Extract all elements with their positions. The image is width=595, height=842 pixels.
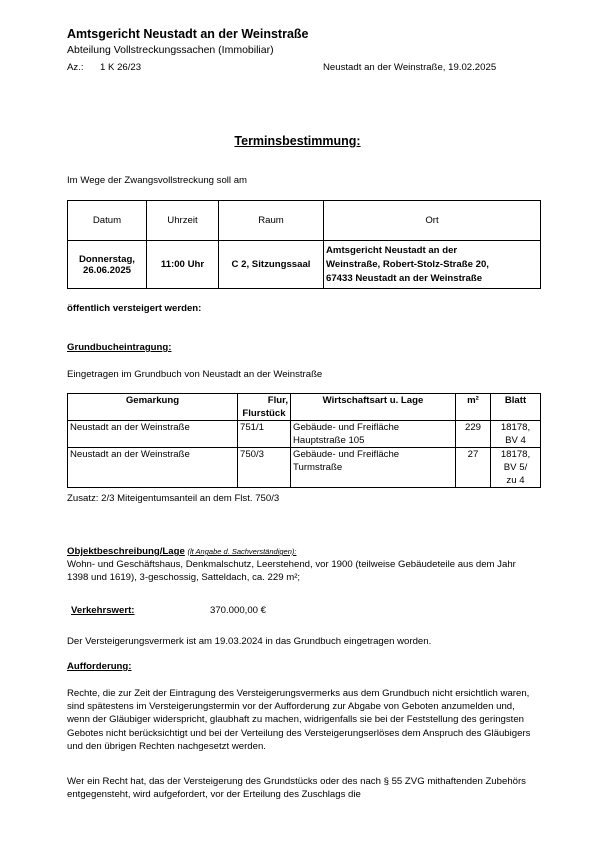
- row-gemarkung: Neustadt an der Weinstraße: [68, 448, 238, 488]
- auction-text: öffentlich versteigert werden:: [67, 303, 202, 314]
- blatt-line1: 18178,: [500, 422, 531, 433]
- page-title: Terminsbestimmung:: [234, 134, 361, 148]
- place-date: Neustadt an der Weinstraße, 19.02.2025: [323, 62, 497, 73]
- az-value: 1 K 26/23: [100, 62, 142, 73]
- header-m2: m²: [456, 394, 491, 421]
- place-line2: Weinstraße, Robert-Stolz-Straße 20,: [326, 258, 489, 270]
- row-flur: 751/1: [238, 421, 291, 448]
- objekt-text: Wohn- und Geschäftshaus, Denkmalschutz, Leerstehend, vor 1900 (teilweise Gebäudeteile aus dem Jahr 1398 und 1619), 3-geschossig, Satteldach, ca. 229 m²;: [67, 559, 516, 584]
- court-name: Amtsgericht Neustadt an der Weinstraße: [67, 27, 309, 41]
- objekt-heading-line: [67, 546, 296, 557]
- verkehrswert-value: 370.000,00 €: [210, 605, 267, 616]
- appointment-place: [324, 241, 541, 289]
- header-uhrzeit: Uhrzeit: [147, 201, 219, 241]
- row-flur: 750/3: [238, 448, 291, 488]
- row-blatt: [491, 421, 541, 448]
- art-line2: Hauptstraße 105: [293, 435, 365, 446]
- row-art: [291, 421, 456, 448]
- place-line3: 67433 Neustadt an der Weinstraße: [326, 272, 483, 284]
- art-line1: Gebäude- und Freifläche: [293, 422, 400, 433]
- appointment-row: [68, 241, 541, 289]
- row-m2: 229: [456, 421, 491, 448]
- grundbuch-note: Zusatz: 2/3 Miteigentumsanteil an dem Flst. 750/3: [67, 493, 280, 504]
- art-line2: Turmstraße: [293, 462, 343, 473]
- header-datum: Datum: [68, 201, 147, 241]
- grundbuch-heading: Grundbucheintragung:: [67, 342, 172, 353]
- blatt-line1: 18178,: [500, 449, 531, 460]
- objekt-heading-note: (lt Angabe d. Sachverständigen):: [187, 547, 297, 556]
- aufforderung-para1: Rechte, die zur Zeit der Eintragung des Versteigerungsvermerks aus dem Grundbuch nicht ersichtlich waren, sind spätestens im Versteigerungstermin vor der Aufforderung zur Abgabe von Geboten anzumelden und, wenn der Gläubiger widerspricht, glaubhaft zu machen, widrigenfalls sie bei der Feststellung des geringsten Gebotes nicht berücksichtigt und bei der Verteilung des Versteigerungserlöses dem Anspruch des Gläubigers und den übrigen Rechten nachgesetzt werden.: [67, 688, 531, 752]
- appointment-time: 11:00 Uhr: [147, 241, 219, 289]
- date-line2: 26.06.2025: [82, 264, 131, 276]
- header-blatt: Blatt: [491, 394, 541, 421]
- blatt-line3: zu 4: [506, 475, 525, 486]
- department: Abteilung Vollstreckungssachen (Immobiliar): [67, 44, 274, 56]
- grundbuch-table: [67, 393, 541, 488]
- grundbuch-header-row: [68, 394, 541, 421]
- objekt-heading: Objektbeschreibung/Lage: [67, 546, 185, 557]
- blatt-line2: BV 4: [505, 435, 526, 446]
- flur-line2: Flurstück: [242, 408, 286, 419]
- row-m2: 27: [456, 448, 491, 488]
- header-gemarkung: Gemarkung: [68, 394, 238, 421]
- aufforderung-para2: Wer ein Recht hat, das der Versteigerung des Grundstücks oder des nach § 55 ZVG mithaftenden Zubehörs entgegensteht, wird aufgefordert, vor der Erteilung des Zuschlags die: [67, 776, 526, 801]
- header-flur: [238, 394, 291, 421]
- intro-text: Im Wege der Zwangsvollstreckung soll am: [67, 175, 248, 186]
- appointment-date: [68, 241, 147, 289]
- header-raum: Raum: [219, 201, 324, 241]
- art-line1: Gebäude- und Freifläche: [293, 449, 400, 460]
- appointment-room: C 2, Sitzungssaal: [219, 241, 324, 289]
- grundbuch-row: [68, 448, 541, 488]
- row-blatt: [491, 448, 541, 488]
- blatt-line2: BV 5/: [503, 462, 528, 473]
- date-line1: Donnerstag,: [79, 253, 135, 265]
- place-line1: Amtsgericht Neustadt an der: [326, 244, 458, 256]
- appointment-header-row: [68, 201, 541, 241]
- header-ort: Ort: [324, 201, 541, 241]
- aufforderung-heading: Aufforderung:: [67, 661, 132, 672]
- row-art: [291, 448, 456, 488]
- verkehrswert-label: Verkehrswert:: [71, 605, 135, 616]
- grundbuch-row: [68, 421, 541, 448]
- header-wirtschaftsart: Wirtschaftsart u. Lage: [291, 394, 456, 421]
- vermerk-text: Der Versteigerungsvermerk ist am 19.03.2024 in das Grundbuch eingetragen worden.: [67, 636, 432, 647]
- flur-line1: Flur,: [267, 395, 288, 406]
- appointment-table: [67, 200, 541, 289]
- az-label: Az.:: [67, 62, 84, 73]
- grundbuch-intro: Eingetragen im Grundbuch von Neustadt an der Weinstraße: [67, 369, 323, 380]
- row-gemarkung: Neustadt an der Weinstraße: [68, 421, 238, 448]
